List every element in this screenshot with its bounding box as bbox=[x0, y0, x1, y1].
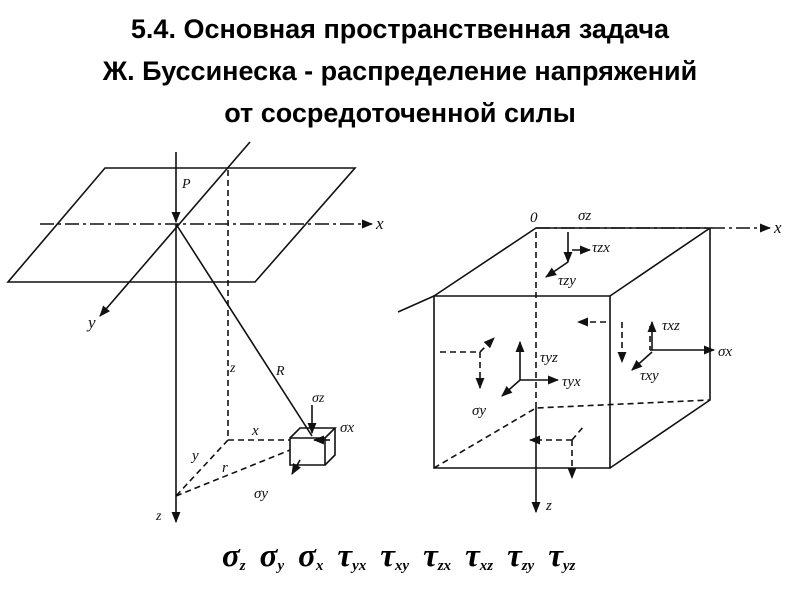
bottom-y-dashed bbox=[176, 440, 228, 496]
element-cube bbox=[290, 405, 335, 474]
symbol-tau-yz: τyz bbox=[548, 538, 576, 574]
label-R: R bbox=[276, 364, 285, 379]
title-line-2: Ж. Буссинеска - распределение напряжений bbox=[102, 56, 698, 86]
label-p: P bbox=[182, 177, 191, 192]
label-x-top: x bbox=[376, 214, 384, 233]
label-r: r bbox=[222, 460, 228, 476]
label-origin: 0 bbox=[530, 210, 538, 226]
label-x-bottom: x bbox=[252, 423, 259, 439]
symbol-sigma-z: σz bbox=[222, 538, 246, 574]
label-x-right: x bbox=[774, 218, 782, 237]
symbol-tau-zy: τzy bbox=[507, 538, 535, 574]
label-sigma-z-right: σz bbox=[578, 208, 592, 224]
stress-symbols-row bbox=[222, 538, 585, 588]
title-line-1: 5.4. Основная пространственная задача bbox=[130, 14, 670, 44]
label-sigma-x-left: σx bbox=[340, 420, 355, 436]
label-y-axis: y bbox=[88, 313, 96, 332]
label-sigma-y-right: σy bbox=[472, 403, 487, 419]
symbol-tau-yx: τyx bbox=[337, 538, 367, 574]
symbol-sigma-y: σy bbox=[259, 538, 285, 574]
title-line-3: от сосредоточенной силы bbox=[224, 98, 576, 128]
label-tau-zx: τzx bbox=[592, 240, 610, 256]
cube-extension-line bbox=[398, 296, 434, 312]
symbol-tau-zx: τzx bbox=[423, 538, 452, 574]
label-z-axis: z bbox=[156, 509, 162, 524]
label-sigma-y-left: σy bbox=[254, 486, 269, 502]
symbol-tau-xz: τxz bbox=[465, 538, 494, 574]
right-figure bbox=[398, 228, 770, 512]
radius-line bbox=[176, 224, 312, 436]
label-z-right: z bbox=[546, 498, 552, 514]
label-tau-yz: τyz bbox=[540, 350, 558, 366]
label-z-vertical: z bbox=[230, 361, 236, 376]
label-tau-zy: τzy bbox=[558, 273, 576, 289]
label-tau-xz: τxz bbox=[662, 318, 680, 334]
cube-right bbox=[610, 228, 710, 468]
left-figure bbox=[8, 142, 372, 522]
label-sigma-x-right: σx bbox=[718, 344, 733, 360]
symbol-sigma-x: σx bbox=[298, 538, 324, 574]
cube-hidden-edges bbox=[434, 228, 710, 468]
symbol-tau-xy: τxy bbox=[380, 538, 410, 574]
label-tau-xy: τxy bbox=[640, 368, 659, 384]
label-sigma-z-left: σz bbox=[312, 391, 325, 406]
label-tau-yx: τyx bbox=[562, 374, 581, 390]
label-y-bottom: y bbox=[192, 448, 199, 464]
